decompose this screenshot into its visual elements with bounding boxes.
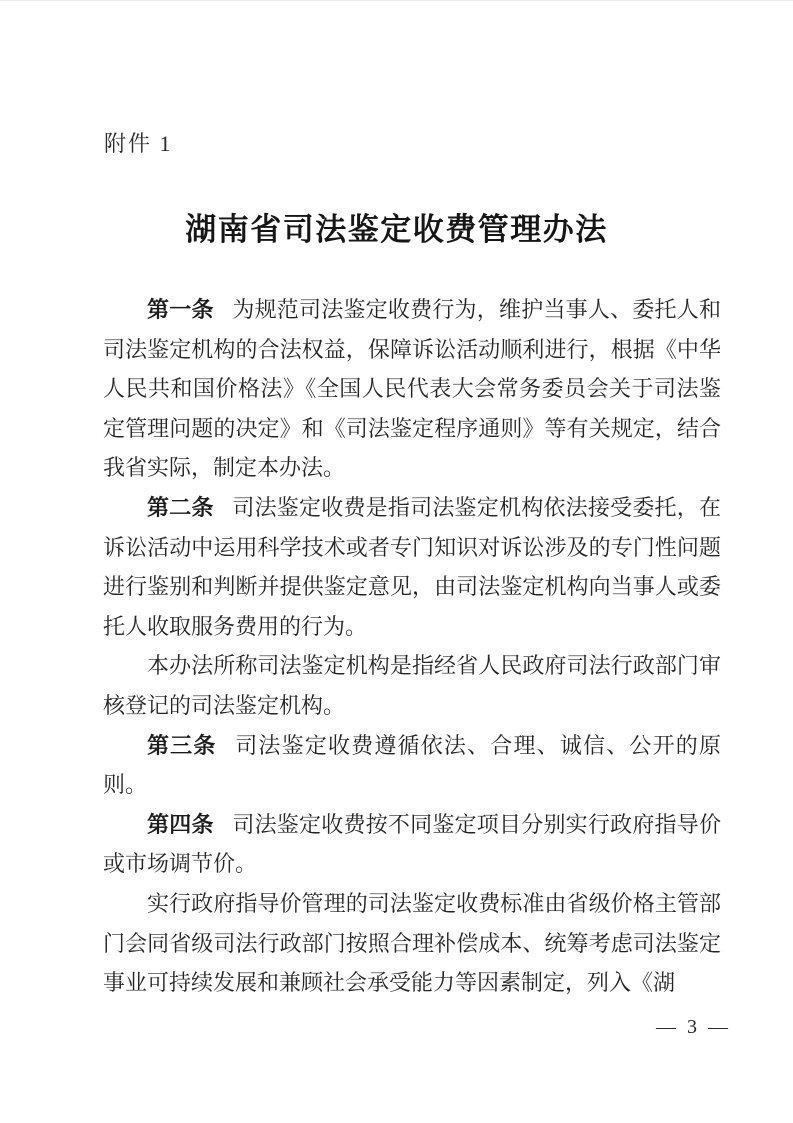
paragraph-article-3 (103, 726, 721, 805)
article-1-number: 第一条 (147, 297, 214, 322)
article-4-text: 司法鉴定收费按不同鉴定项目分别实行政府指导价或市场调节价。 (103, 811, 721, 877)
article-2-number: 第二条 (147, 494, 214, 520)
paragraph-article-2-continuation (103, 646, 721, 725)
document-title: 湖南省司法鉴定收费管理办法 (185, 212, 608, 247)
article-4-continuation-text: 实行政府指导价管理的司法鉴定收费标准由省级价格主管部门会同省级司法行政部门按照合理补偿成本、统筹考虑司法鉴定事业可持续发展和兼顾社会承受能力等因素制定，列入《湖 (103, 890, 721, 996)
paragraph-article-2 (103, 488, 721, 646)
article-1-text: 为规范司法鉴定收费行为，维护当事人、委托人和司法鉴定机构的合法权益，保障诉讼活动顺利进行，根据《中华人民共和国价格法》《全国人民代表大会常务委员会关于司法鉴定管理问题的决定》和《司法鉴定程序通则》等有关规定，结合我省实际，制定本办法。 (103, 297, 721, 481)
document-body (103, 290, 721, 1003)
paragraph-article-4-continuation (103, 884, 721, 1003)
article-3-number: 第三条 (147, 732, 217, 758)
article-4-number: 第四条 (147, 811, 214, 837)
article-2-continuation-text: 本办法所称司法鉴定机构是指经省人民政府司法行政部门审核登记的司法鉴定机构。 (103, 653, 721, 718)
paragraph-article-1 (103, 290, 721, 488)
article-3-text: 司法鉴定收费遵循依法、合理、诚信、公开的原则。 (103, 732, 721, 798)
article-2-text: 司法鉴定收费是指司法鉴定机构依法接受委托，在诉讼活动中运用科学技术或者专门知识对诉讼涉及的专门性问题进行鉴别和判断并提供鉴定意见，由司法鉴定机构向当事人或委托人收取服务费用的行为。 (103, 494, 721, 639)
paragraph-article-4 (103, 805, 721, 884)
page-number: — 3 — (656, 1016, 731, 1038)
attachment-label: 附件 1 (104, 131, 173, 156)
